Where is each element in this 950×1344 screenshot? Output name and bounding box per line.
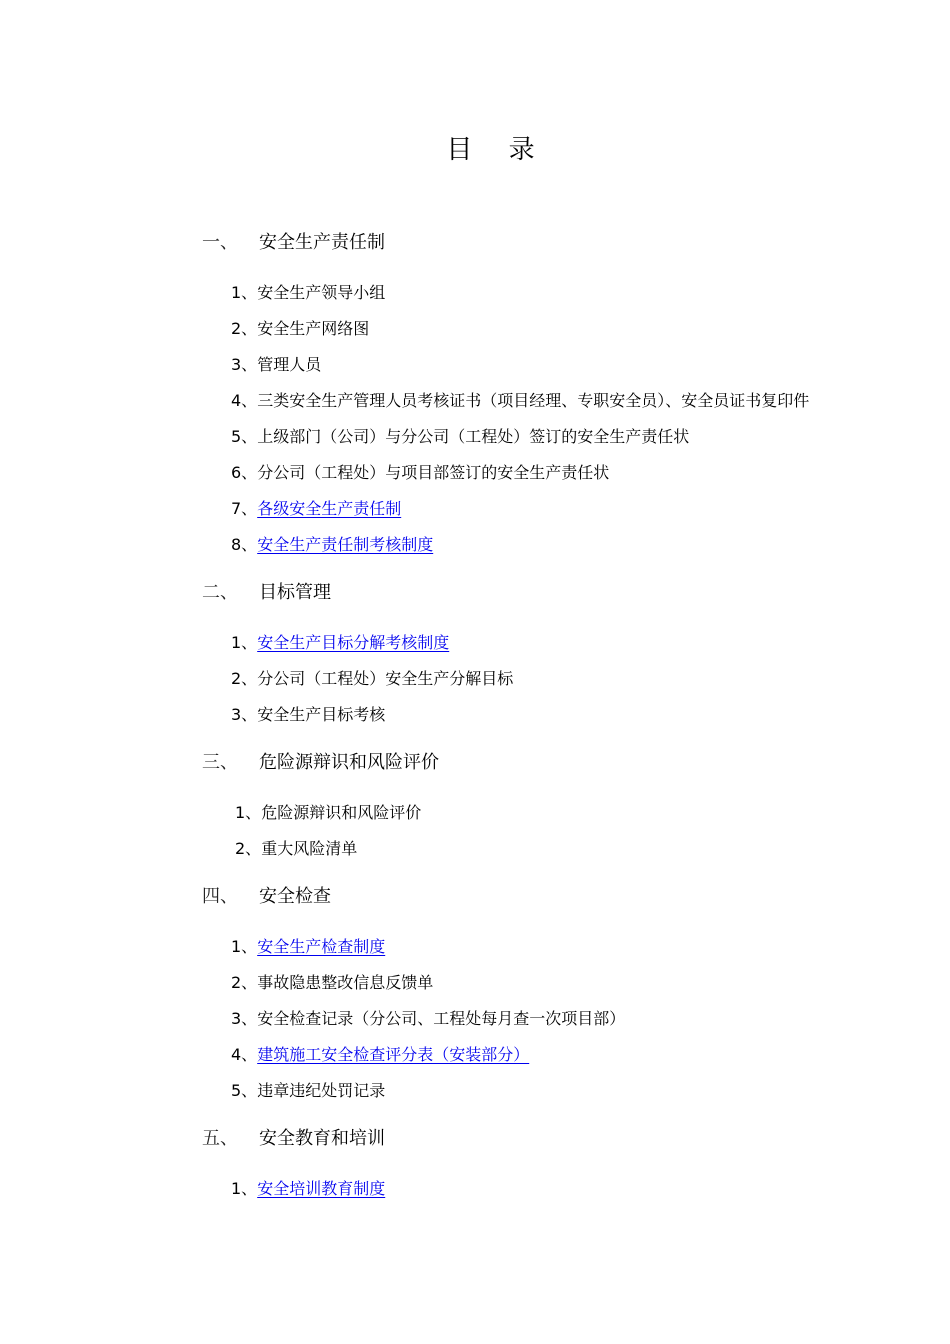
item-text: 安全生产目标考核 <box>257 705 386 724</box>
item-number: 1、 <box>231 937 258 956</box>
item-text: 管理人员 <box>257 355 322 374</box>
toc-item <box>231 426 689 448</box>
toc-item <box>231 498 401 520</box>
item-text: 安全生产领导小组 <box>257 283 386 302</box>
toc-link[interactable]: 安全生产检查制度 <box>257 937 386 956</box>
item-text: 三类安全生产管理人员考核证书（项目经理、专职安全员）、安全员证书复印件 <box>257 391 810 410</box>
section-number: 五、 <box>202 1128 238 1149</box>
item-number: 2、 <box>231 319 258 338</box>
toc-item <box>231 632 449 654</box>
toc-item <box>231 282 385 304</box>
item-text: 安全检查记录（分公司、工程处每月查一次项目部） <box>257 1009 626 1028</box>
toc-item <box>231 1008 625 1030</box>
toc-item <box>231 318 369 340</box>
item-number: 5、 <box>231 427 258 446</box>
page-title: 目 录 <box>446 135 549 165</box>
item-number: 1、 <box>231 283 258 302</box>
item-number: 2、 <box>231 669 258 688</box>
section-number: 一、 <box>202 232 238 253</box>
toc-item <box>235 802 421 824</box>
toc-item <box>231 390 809 412</box>
item-text: 事故隐患整改信息反馈单 <box>257 973 434 992</box>
toc-link[interactable]: 安全生产目标分解考核制度 <box>257 633 450 652</box>
toc-section-4 <box>202 884 331 910</box>
item-number: 3、 <box>231 355 258 374</box>
item-number: 7、 <box>231 499 258 518</box>
item-text: 违章违纪处罚记录 <box>257 1081 386 1100</box>
item-text: 分公司（工程处）与项目部签订的安全生产责任状 <box>257 463 610 482</box>
toc-section-1 <box>202 230 385 256</box>
item-number: 1、 <box>231 1179 258 1198</box>
item-number: 4、 <box>231 391 258 410</box>
section-title: 目标管理 <box>259 582 331 603</box>
item-text: 危险源辩识和风险评价 <box>261 803 422 822</box>
toc-section-5 <box>202 1126 385 1152</box>
toc-section-3 <box>202 750 439 776</box>
toc-link[interactable]: 安全生产责任制考核制度 <box>257 535 434 554</box>
toc-item <box>231 354 321 376</box>
section-number: 三、 <box>202 752 238 773</box>
toc-section-2 <box>202 580 331 606</box>
toc-item <box>231 1080 385 1102</box>
section-title: 安全检查 <box>259 886 331 907</box>
toc-item <box>231 936 385 958</box>
item-number: 1、 <box>231 633 258 652</box>
toc-link[interactable]: 安全培训教育制度 <box>257 1179 386 1198</box>
item-text: 安全生产网络图 <box>257 319 370 338</box>
section-title: 安全教育和培训 <box>259 1128 385 1149</box>
item-number: 2、 <box>231 973 258 992</box>
item-number: 6、 <box>231 463 258 482</box>
toc-item <box>235 838 357 860</box>
section-title: 危险源辩识和风险评价 <box>259 752 439 773</box>
item-text: 上级部门（公司）与分公司（工程处）签订的安全生产责任状 <box>257 427 690 446</box>
item-text: 分公司（工程处）安全生产分解目标 <box>257 669 514 688</box>
item-number: 4、 <box>231 1045 258 1064</box>
toc-item <box>231 668 513 690</box>
toc-item <box>231 1178 385 1200</box>
section-title: 安全生产责任制 <box>259 232 385 253</box>
item-number: 1、 <box>235 803 262 822</box>
item-number: 5、 <box>231 1081 258 1100</box>
toc-item <box>231 462 609 484</box>
section-number: 四、 <box>202 886 238 907</box>
toc-item <box>231 704 385 726</box>
section-number: 二、 <box>202 582 238 603</box>
item-number: 3、 <box>231 705 258 724</box>
toc-link[interactable]: 建筑施工安全检查评分表（安装部分） <box>257 1045 530 1064</box>
toc-link[interactable]: 各级安全生产责任制 <box>257 499 402 518</box>
item-number: 3、 <box>231 1009 258 1028</box>
toc-item <box>231 972 433 994</box>
item-number: 8、 <box>231 535 258 554</box>
item-number: 2、 <box>235 839 262 858</box>
toc-item <box>231 534 433 556</box>
toc-item <box>231 1044 529 1066</box>
item-text: 重大风险清单 <box>261 839 358 858</box>
